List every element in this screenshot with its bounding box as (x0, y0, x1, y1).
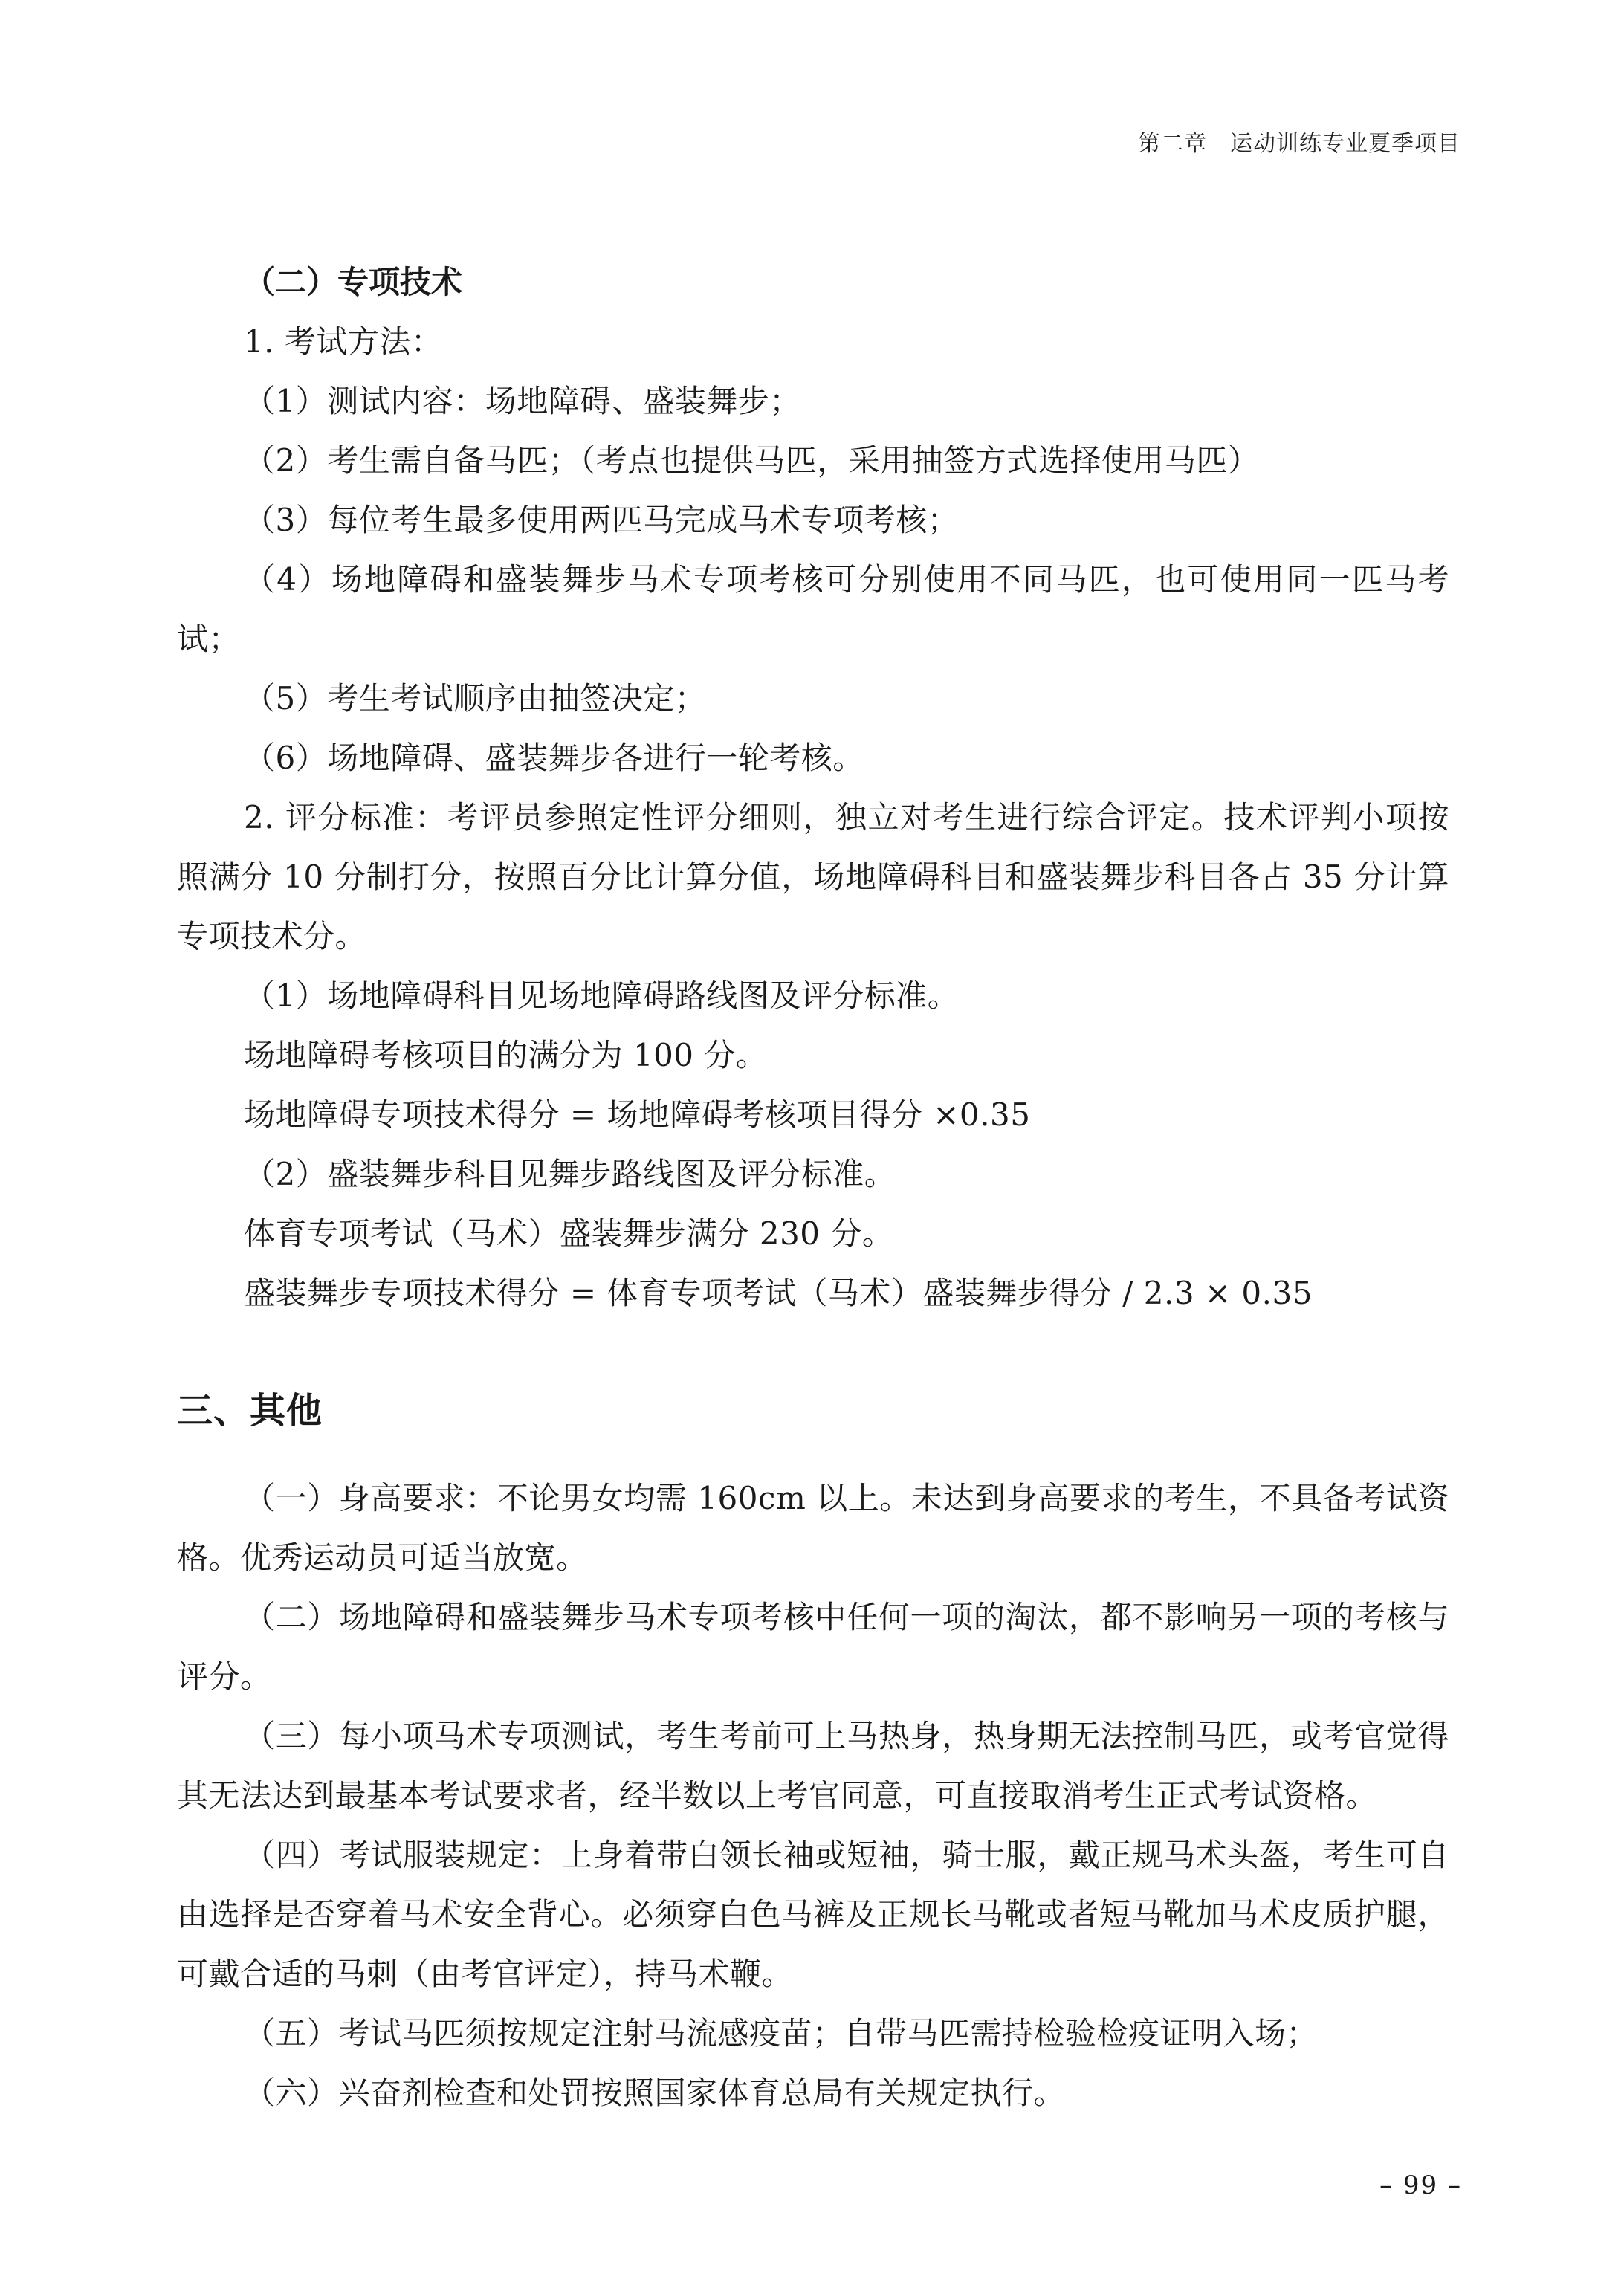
scoring-line: 体育专项考试（马术）盛装舞步满分 230 分。 (244, 1215, 894, 1252)
running-header: 第二章 运动训练专业夏季项目 (1138, 131, 1460, 157)
other-paragraph: （一）身高要求：不论男女均需 160cm 以上。未达到身高要求的考生，不具备考试资格。优秀运动员可适当放宽。 (177, 1480, 1449, 1576)
other-paragraph: （五）考试马匹须按规定注射马流感疫苗；自带马匹需持检验检疫证明入场； (244, 2015, 1319, 2052)
other-paragraph: （二）场地障碍和盛装舞步马术专项考核中任何一项的淘汰，都不影响另一项的考核与评分。 (177, 1599, 1449, 1695)
other-paragraph: （六）兴奋剂检查和处罚按照国家体育总局有关规定执行。 (244, 2075, 1066, 2111)
subsection-heading-special-skill: （二）专项技术 (244, 264, 463, 300)
scoring-line: 场地障碍考核项目的满分为 100 分。 (244, 1037, 768, 1073)
section-heading-other: 三、其他 (177, 1390, 323, 1432)
page-number: – 99 – (1379, 2171, 1462, 2200)
exam-method-item: （3）每位考生最多使用两匹马完成马术专项考核； (244, 502, 960, 538)
other-paragraph: （三）每小项马术专项测试，考生考前可上马热身，热身期无法控制马匹，或考官觉得其无法达到最基本考试要求者，经半数以上考官同意，可直接取消考生正式考试资格。 (177, 1718, 1449, 1814)
scoring-formula: 场地障碍专项技术得分 = 场地障碍考核项目得分 ×0.35 (244, 1096, 1031, 1133)
other-paragraph: （四）考试服装规定：上身着带白领长袖或短袖，骑士服，戴正规马术头盔，考生可自由选择是否穿着马术安全背心。必须穿白色马裤及正规长马靴或者短马靴加马术皮质护腿，可戴合适的马刺（由考官评定），持马术鞭。 (177, 1837, 1449, 1992)
exam-method-item: （2）考生需自备马匹；（考点也提供马匹，采用抽签方式选择使用马匹） (244, 442, 1260, 479)
exam-method-item: （6）场地障碍、盛装舞步各进行一轮考核。 (244, 740, 864, 776)
scoring-standard-paragraph: 2. 评分标准：考评员参照定性评分细则，独立对考生进行综合评定。技术评判小项按照满分 10 分制打分，按照百分比计算分值，场地障碍科目和盛装舞步科目各占 35 分计算专项技术分。 (177, 799, 1449, 954)
scoring-line: （2）盛装舞步科目见舞步路线图及评分标准。 (244, 1156, 896, 1192)
exam-method-item: （5）考生考试顺序由抽签决定； (244, 680, 707, 717)
page-body (177, 253, 1449, 2123)
scoring-line: （1）场地障碍科目见场地障碍路线图及评分标准。 (244, 977, 960, 1014)
scoring-formula: 盛装舞步专项技术得分 = 体育专项考试（马术）盛装舞步得分 / 2.3 × 0.35 (244, 1275, 1313, 1311)
exam-method-title: 1. 考试方法： (244, 323, 443, 360)
exam-method-item: （4）场地障碍和盛装舞步马术专项考核可分别使用不同马匹，也可使用同一匹马考试； (177, 561, 1449, 657)
exam-method-item: （1）测试内容：场地障碍、盛装舞步； (244, 383, 801, 419)
